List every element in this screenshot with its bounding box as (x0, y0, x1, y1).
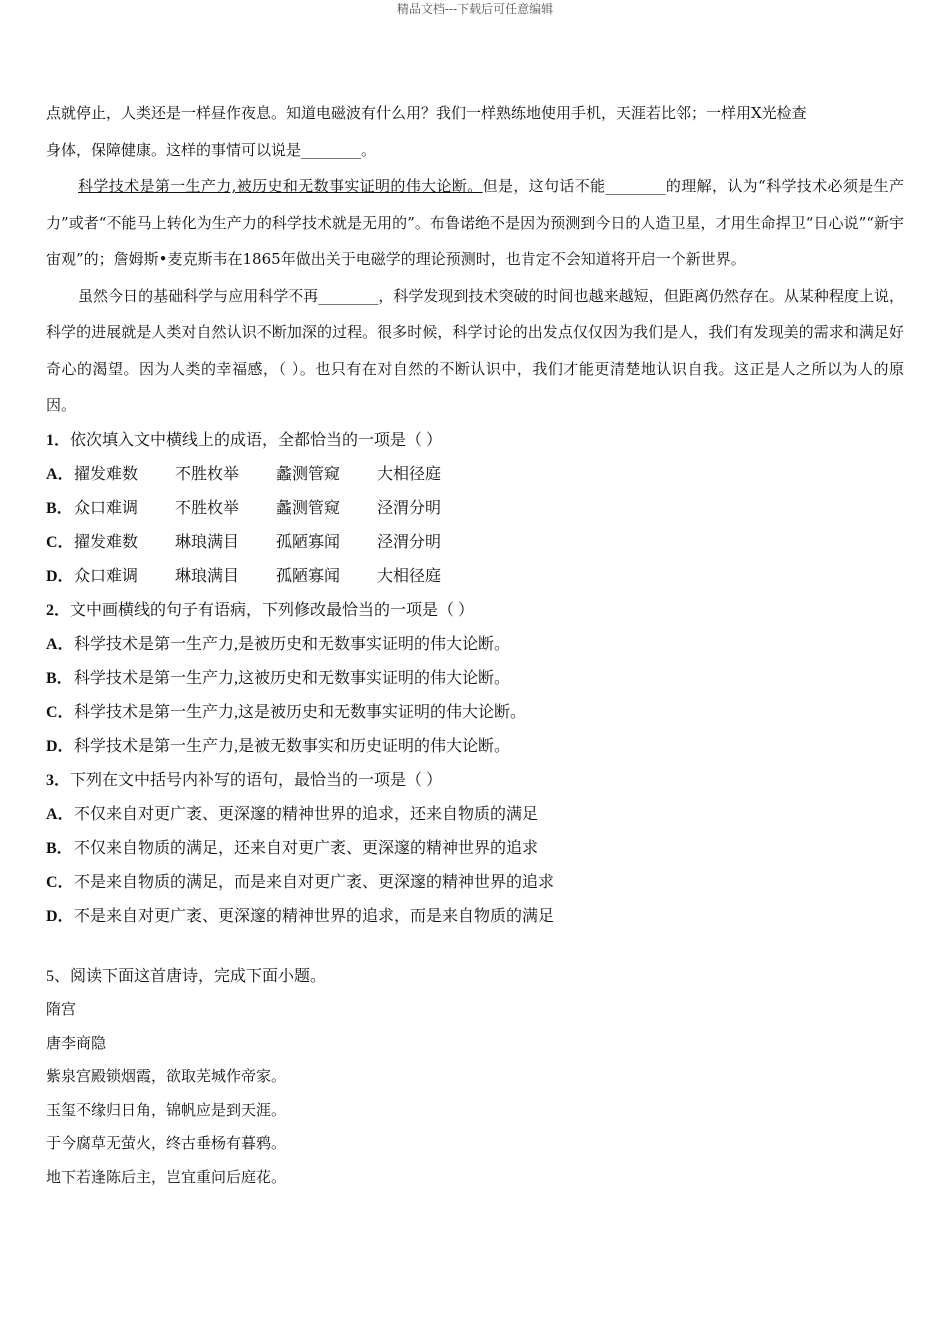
poem-line: 玉玺不缘归日角，锦帆应是到天涯。 (46, 1100, 287, 1119)
option-text: 科学技术是第一生产力,这是被历史和无数事实证明的伟大论断。 (74, 703, 527, 721)
question-number: 1． (46, 431, 71, 449)
option-letter: A． (46, 465, 74, 483)
option-word: 擢发难数 (74, 533, 139, 551)
passage-p1-line1: 点就停止，人类还是一样昼作夜息。知道电磁波有什么用？我们一样熟练地使用手机，天涯若比邻；一样用X光检查 (46, 104, 807, 122)
option-text: 科学技术是第一生产力,是被无数事实和历史证明的伟大论断。 (74, 737, 511, 755)
option-word: 不胜枚举 (175, 499, 240, 517)
passage-paragraph-3: 虽然今日的基础科学与应用科学不再________，科学发现到技术突破的时间也越来越短，但距离仍然存在。从某种程度上说，科学的进展就是人类对自然认识不断加深的过程。很多时候，科学讨论的出发点仅仅因为我们是人，我们有发现美的需求和满足好奇心的渴望。因为人类的幸福感，（ ）。也只有在对自然的不断认识中，我们才能更清楚地认识自我。这正是人之所以为人的原因。 (46, 286, 904, 414)
option-text: 科学技术是第一生产力,是被历史和无数事实证明的伟大论断。 (74, 635, 511, 653)
option-text: 不是来自物质的满足，而是来自对更广袤、更深邃的精神世界的追求 (74, 873, 555, 891)
option-letter: C． (46, 703, 74, 721)
question-2-option-c[interactable] (46, 696, 904, 730)
question-3-option-d[interactable] (46, 900, 904, 934)
option-word: 蠡测管窥 (276, 465, 341, 483)
option-word: 众口难调 (74, 499, 139, 517)
option-text: 不仅来自对更广袤、更深邃的精神世界的追求，还来自物质的满足 (74, 805, 539, 823)
option-word: 不胜枚举 (175, 465, 240, 483)
option-letter: D． (46, 737, 74, 755)
question-2-option-d[interactable] (46, 730, 904, 764)
option-letter: D． (46, 567, 74, 585)
poem-title: 隋宫 (46, 1000, 77, 1018)
question-3-option-b[interactable] (46, 832, 904, 866)
question-text: 下列在文中括号内补写的语句，最恰当的一项是（ ） (70, 771, 443, 789)
question-2-stem (46, 594, 904, 628)
question-text: 依次填入文中横线上的成语，全都恰当的一项是（ ） (70, 431, 443, 449)
question-3-option-c[interactable] (46, 866, 904, 900)
page-header: 精品文档---下载后可任意编辑 (396, 2, 554, 16)
option-word: 擢发难数 (74, 465, 139, 483)
question-1-stem (46, 424, 904, 458)
question-1-option-b[interactable] (46, 492, 904, 526)
option-word: 大相径庭 (377, 567, 442, 585)
question-number: 3． (46, 771, 71, 789)
question-3-option-a[interactable] (46, 798, 904, 832)
option-word: 琳琅满目 (175, 567, 240, 585)
option-letter: B． (46, 669, 73, 687)
poem-author: 唐李商隐 (46, 1033, 107, 1052)
section-5-intro: 5、阅读下面这首唐诗，完成下面小题。 (46, 967, 327, 985)
section-spacer (46, 934, 904, 960)
document-body (46, 95, 904, 1194)
option-word: 泾渭分明 (377, 499, 442, 517)
option-word: 大相径庭 (377, 465, 442, 483)
option-letter: A． (46, 635, 74, 653)
question-number: 2． (46, 601, 71, 619)
question-2-option-a[interactable] (46, 628, 904, 662)
poem-line: 紫泉宫殿锁烟霞，欲取芜城作帝家。 (46, 1067, 287, 1085)
question-1-option-a[interactable] (46, 458, 904, 492)
option-word: 琳琅满目 (175, 533, 240, 551)
passage-paragraph-1 (46, 95, 904, 168)
option-letter: B． (46, 499, 73, 517)
question-3-stem (46, 764, 904, 798)
option-word: 众口难调 (74, 567, 139, 585)
option-text: 不是来自对更广袤、更深邃的精神世界的追求，而是来自物质的满足 (74, 907, 555, 925)
option-letter: C． (46, 533, 74, 551)
question-1-option-c[interactable] (46, 526, 904, 560)
passage-p2-rest: 但是，这句话不能________的理解，认为“科学技术必须是生产力”或者“不能马上转化为生产力的科学技术就是无用的”。布鲁诺绝不是因为预测到今日的人造卫星，才用生命捍卫“日心说”“新宇宙观”的；詹姆斯•麦克斯韦在1865年做出关于电磁学的理论预测时，也肯定不会知道将开启一个新世界。 (46, 177, 904, 268)
option-word: 孤陋寡闻 (276, 567, 341, 585)
option-letter: A． (46, 805, 74, 823)
passage-paragraph-2 (46, 168, 904, 278)
poem-line: 于今腐草无萤火，终古垂杨有暮鸦。 (46, 1134, 287, 1152)
option-text: 不仅来自物质的满足，还来自对更广袤、更深邃的精神世界的追求 (74, 839, 539, 857)
option-word: 蠡测管窥 (276, 499, 341, 517)
option-word: 孤陋寡闻 (276, 533, 341, 551)
option-letter: C． (46, 873, 74, 891)
option-text: 科学技术是第一生产力,这被历史和无数事实证明的伟大论断。 (74, 669, 511, 687)
question-1-option-d[interactable] (46, 560, 904, 594)
option-letter: D． (46, 907, 74, 925)
poem-line: 地下若逢陈后主，岂宜重问后庭花。 (46, 1167, 287, 1186)
underlined-sentence: 科学技术是第一生产力,被历史和无数事实证明的伟大论断。 (78, 177, 483, 195)
option-word: 泾渭分明 (377, 533, 442, 551)
question-2-option-b[interactable] (46, 662, 904, 696)
passage-p1-line2: 身体，保障健康。这样的事情可以说是________。 (46, 140, 377, 159)
question-text: 文中画横线的句子有语病，下列修改最恰当的一项是（ ） (70, 601, 475, 619)
option-letter: B． (46, 839, 73, 857)
